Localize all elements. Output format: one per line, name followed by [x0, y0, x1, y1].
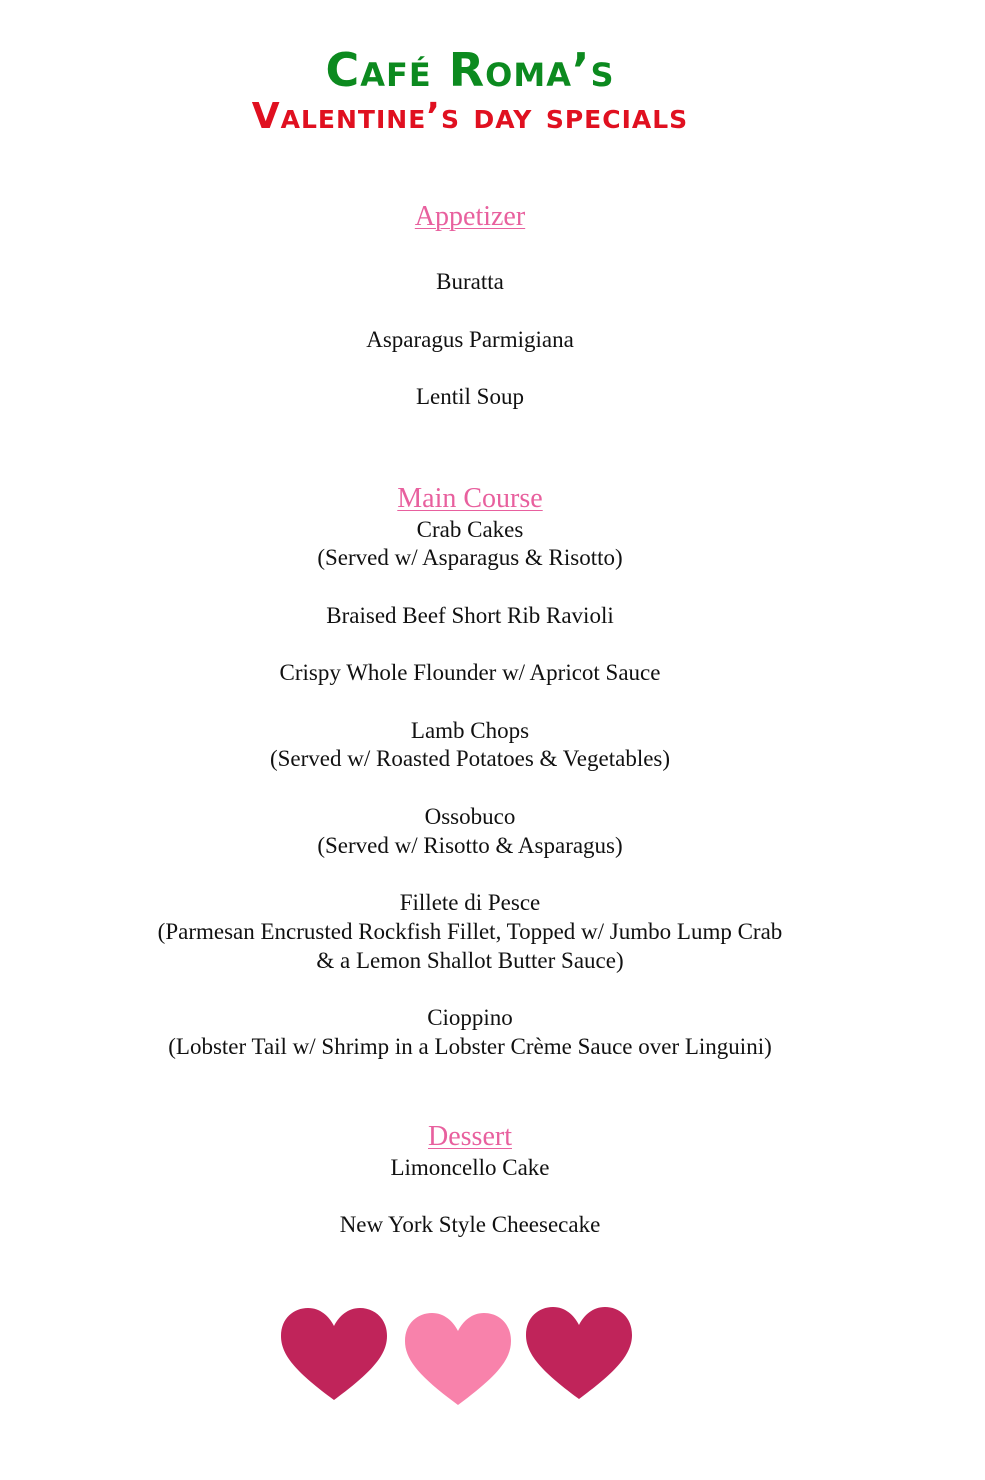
main-item-name: Ossobuco: [424, 804, 516, 829]
main-item-note: (Parmesan Encrusted Rockfish Fillet, Topped w/ Jumbo Lump Crab: [157, 919, 783, 944]
main-item-name: Braised Beef Short Rib Ravioli: [326, 603, 614, 628]
menu-subtitle: Valentine’s day specials: [251, 96, 689, 137]
appetizer-item: Buratta: [436, 269, 504, 294]
main-item-name: Cioppino: [427, 1005, 513, 1030]
main-item-note: & a Lemon Shallot Butter Sauce): [316, 948, 624, 973]
main-item-name: Fillete di Pesce: [399, 890, 541, 915]
appetizer-item: Asparagus Parmigiana: [366, 327, 574, 352]
main-item-name: Lamb Chops: [410, 718, 530, 743]
menu-header: [0, 44, 940, 138]
main-item-note: (Served w/ Asparagus & Risotto): [317, 545, 623, 570]
main-item-name: Crab Cakes: [416, 517, 524, 542]
main-item-note: (Served w/ Risotto & Asparagus): [317, 833, 623, 858]
restaurant-name: Café Roma’s: [325, 43, 615, 97]
appetizer-item: Lentil Soup: [416, 384, 524, 409]
heart-icon: [526, 1307, 632, 1399]
main-item-name: Crispy Whole Flounder w/ Apricot Sauce: [279, 660, 661, 685]
heart-icon: [281, 1308, 387, 1400]
hearts-decoration: [276, 1300, 646, 1420]
dessert-item: Limoncello Cake: [390, 1155, 550, 1180]
dessert-item: New York Style Cheesecake: [339, 1212, 601, 1237]
main-item-note: (Served w/ Roasted Potatoes & Vegetables): [269, 746, 671, 771]
heart-icon: [405, 1313, 511, 1405]
main-course-heading: Main Course: [397, 483, 543, 514]
dessert-heading: Dessert: [428, 1121, 512, 1152]
main-item-note: (Lobster Tail w/ Shrimp in a Lobster Crème Sauce over Linguini): [168, 1034, 772, 1059]
appetizer-heading: Appetizer: [414, 201, 526, 232]
